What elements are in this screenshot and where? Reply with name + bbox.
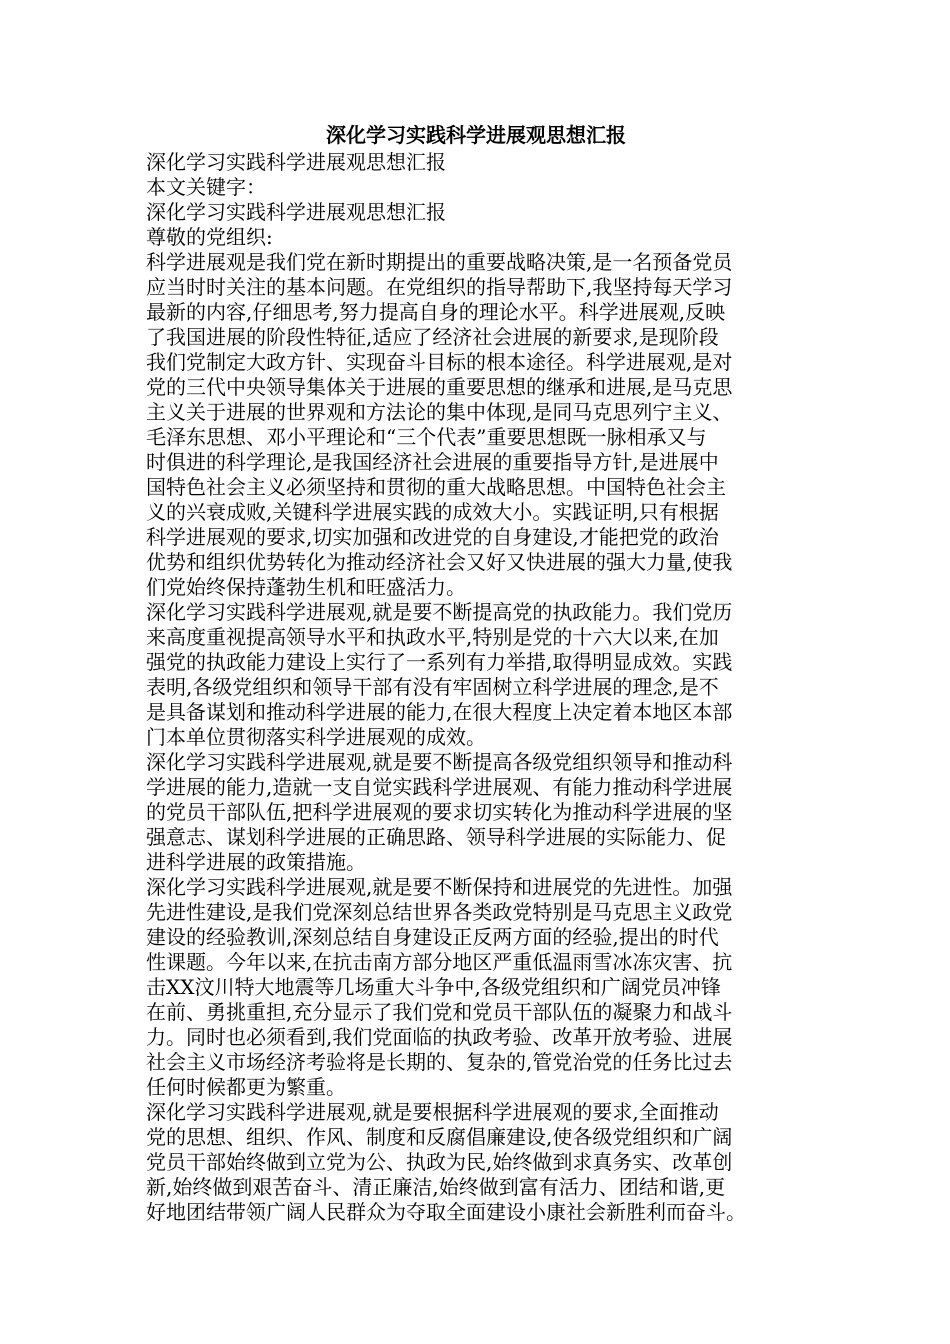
paragraph-line: 任何时候都更为繁重。	[146, 1075, 346, 1099]
body-paragraph	[146, 750, 806, 875]
document-page	[146, 120, 806, 1225]
paragraph-line: 是具备谋划和推动科学进展的能力,在很大程度上决定着本地区本部	[146, 700, 733, 724]
paragraph-line: 来高度重视提高领导水平和执政水平,特别是党的十六大以来,在加	[146, 625, 719, 649]
paragraph-line: 表明,各级党组织和领导干部有没有牢固树立科学进展的理念,是不	[146, 675, 719, 699]
paragraph-line: 力。同时也必须看到,我们党面临的执政考验、改革开放考验、进展	[146, 1025, 733, 1049]
paragraph-line: 科学进展观是我们党在新时期提出的重要战略决策,是一名预备党员	[146, 250, 733, 274]
paragraph-line: 建设的经验教训,深刻总结自身建设正反两方面的经验,提出的时代	[146, 925, 719, 949]
paragraph-line: 门本单位贯彻落实科学进展观的成效。	[146, 725, 486, 749]
paragraph-line: 们党始终保持蓬勃生机和旺盛活力。	[146, 575, 466, 599]
paragraph-line: 的党员干部队伍,把科学进展观的要求切实转化为推动科学进展的坚	[146, 800, 733, 824]
paragraph-line: 在前、勇挑重担,充分显示了我们党和党员干部队伍的凝聚力和战斗	[146, 1000, 733, 1024]
document-title: 深化学习实践科学进展观思想汇报	[326, 123, 626, 147]
paragraph-line: 国特色社会主义必须坚持和贯彻的重大战略思想。中国特色社会主	[146, 475, 726, 499]
paragraph-line: 党员干部始终做到立党为公、执政为民,始终做到求真务实、改革创	[146, 1150, 733, 1174]
paragraph-line: 我们党制定大政方针、实现奋斗目标的根本途径。科学进展观,是对	[146, 350, 733, 374]
paragraph-line: 最新的内容,仔细思考,努力提高自身的理论水平。科学进展观,反映	[146, 300, 726, 324]
salutation: 尊敬的党组织:	[146, 225, 273, 249]
body-paragraph	[146, 250, 806, 600]
paragraph-line: 好地团结带领广阔人民群众为夺取全面建设小康社会新胜利而奋斗。	[146, 1200, 746, 1224]
paragraph-line: 进科学进展的政策措施。	[146, 850, 366, 874]
body-paragraph	[146, 600, 806, 750]
paragraph-line: 性课题。今年以来,在抗击南方部分地区严重低温雨雪冰冻灾害、抗	[146, 950, 733, 974]
paragraph-line: 党的三代中央领导集体关于进展的重要思想的继承和进展,是马克思	[146, 375, 733, 399]
paragraph-line: 党的思想、组织、作风、制度和反腐倡廉建设,使各级党组织和广阔	[146, 1125, 733, 1149]
paragraph-line: 应当时时关注的基本问题。在党组织的指导帮助下,我坚持每天学习	[146, 275, 733, 299]
keywords-value: 深化学习实践科学进展观思想汇报	[146, 200, 446, 224]
paragraph-line: 时俱进的科学理论,是我国经济社会进展的重要指导方针,是进展中	[146, 450, 719, 474]
paragraph-line: 毛泽东思想、邓小平理论和“三个代表”重要思想既一脉相承又与	[146, 425, 707, 449]
paragraph-line: 强意志、谋划科学进展的正确思路、领导科学进展的实际能力、促	[146, 825, 726, 849]
keywords-label: 本文关键字：	[146, 175, 266, 199]
paragraph-line: 社会主义市场经济考验将是长期的、复杂的,管党治党的任务比过去	[146, 1050, 733, 1074]
paragraph-line: 优势和组织优势转化为推动经济社会又好又快进展的强大力量,使我	[146, 550, 733, 574]
paragraph-line: 了我国进展的阶段性特征,适应了经济社会进展的新要求,是现阶段	[146, 325, 719, 349]
document-subtitle: 深化学习实践科学进展观思想汇报	[146, 150, 446, 174]
paragraph-line: 深化学习实践科学进展观,就是要不断提高党的执政能力。我们党历	[146, 600, 733, 624]
body-paragraphs	[146, 250, 806, 1225]
body-paragraph	[146, 875, 806, 1100]
body-paragraph	[146, 1100, 806, 1225]
paragraph-line: 新,始终做到艰苦奋斗、清正廉洁,始终做到富有活力、团结和谐,更	[146, 1175, 726, 1199]
paragraph-line: 深化学习实践科学进展观,就是要根据科学进展观的要求,全面推动	[146, 1100, 719, 1124]
paragraph-line: 强党的执政能力建设上实行了一系列有力举措,取得明显成效。实践	[146, 650, 733, 674]
paragraph-line: 学进展的能力,造就一支自觉实践科学进展观、有能力推动科学进展	[146, 775, 733, 799]
paragraph-line: 义的兴衰成败,关键科学进展实践的成效大小。实践证明,只有根据	[146, 500, 719, 524]
paragraph-line: 主义关于进展的世界观和方法论的集中体现,是同马克思列宁主义、	[146, 400, 733, 424]
paragraph-line: 击XX汶川特大地震等几场重大斗争中,各级党组织和广阔党员冲锋	[146, 975, 721, 999]
paragraph-line: 深化学习实践科学进展观,就是要不断提高各级党组织领导和推动科	[146, 750, 733, 774]
paragraph-line: 先进性建设,是我们党深刻总结世界各类政党特别是马克思主义政党	[146, 900, 733, 924]
paragraph-line: 科学进展观的要求,切实加强和改进党的自身建设,才能把党的政治	[146, 525, 719, 549]
paragraph-line: 深化学习实践科学进展观,就是要不断保持和进展党的先进性。加强	[146, 875, 733, 899]
